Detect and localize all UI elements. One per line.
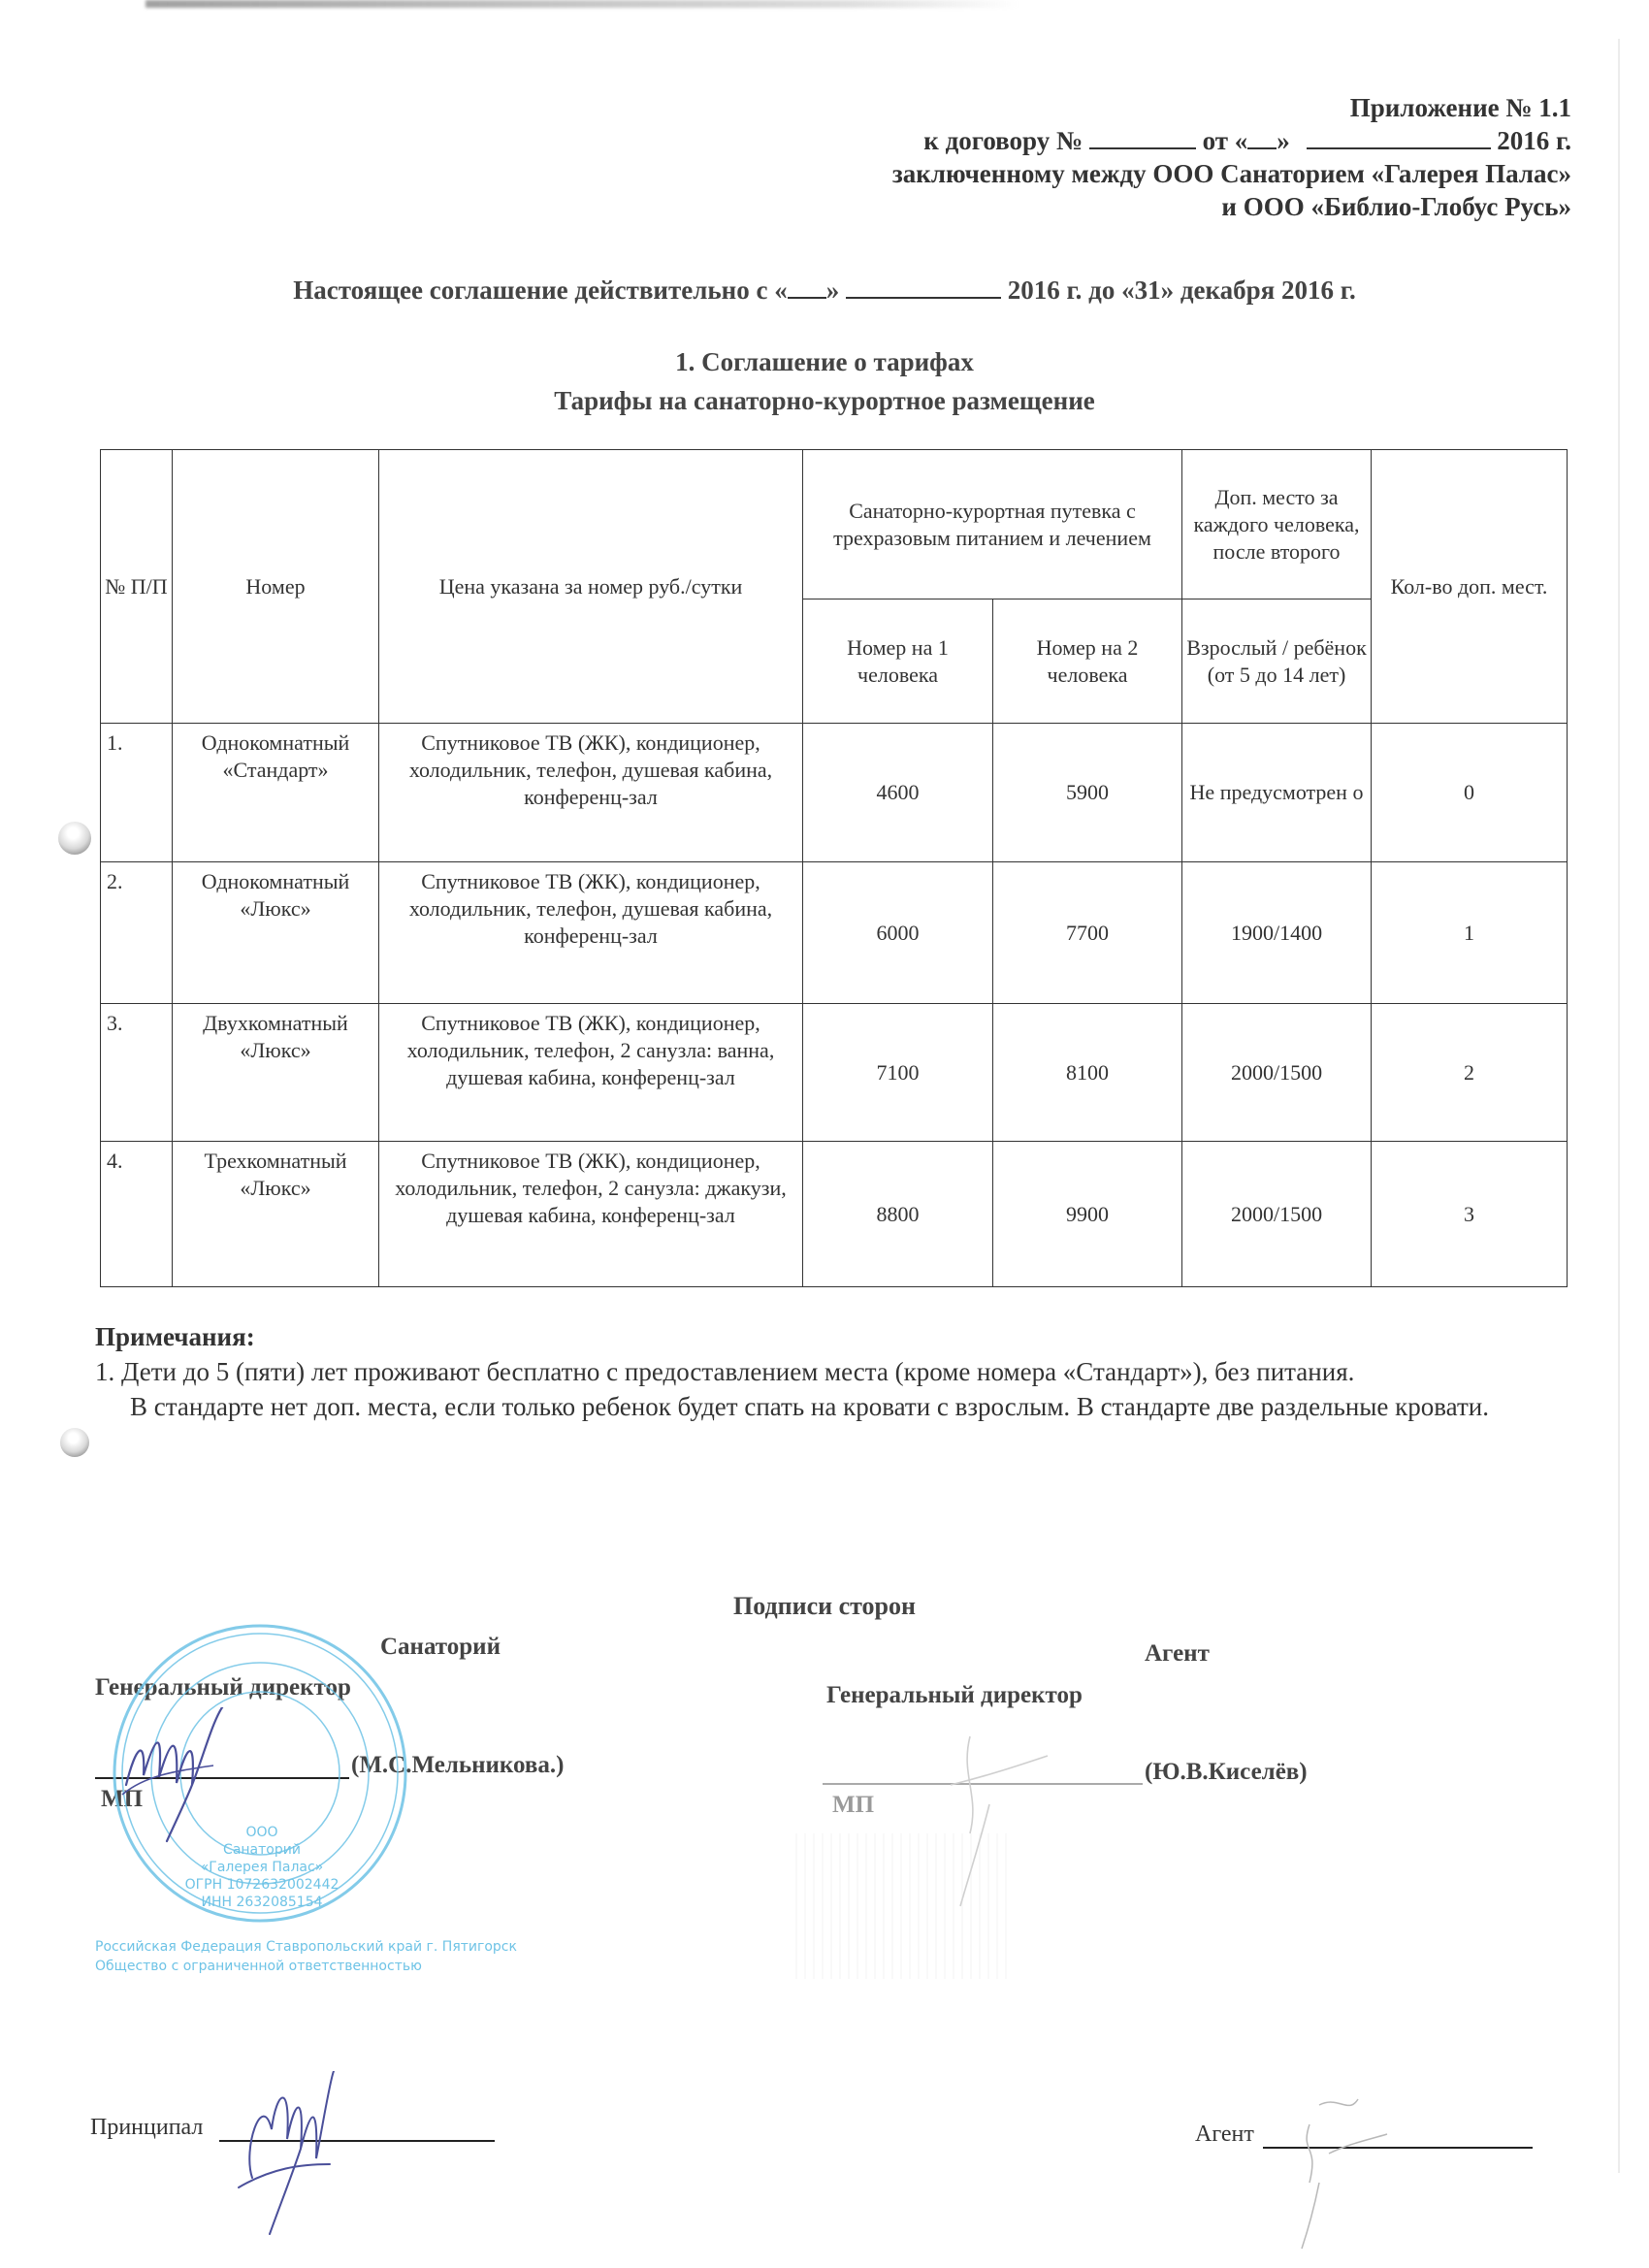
stamp-center-line3: «Галерея Палас» xyxy=(200,1860,324,1875)
note-item: 1. Дети до 5 (пяти) лет проживают бесплатно с предоставлением места (кроме номера «Стандарт»), без питания. xyxy=(95,1357,1355,1386)
row-price-two: 5900 xyxy=(993,724,1182,862)
row-description: Спутниковое ТВ (ЖК), кондиционер, холодильник, телефон, 2 санузла: ванна, душевая кабина, конференц-зал xyxy=(379,1004,803,1142)
hole-punch-mark xyxy=(58,822,91,855)
row-price-two: 8100 xyxy=(993,1004,1182,1142)
row-room: Однокомнатный «Стандарт» xyxy=(173,724,379,862)
header-package: Санаторно-курортная путевка с трехразовым питанием и лечением xyxy=(803,450,1182,599)
row-description: Спутниковое ТВ (ЖК), кондиционер, холодильник, телефон, 2 санузла: джакузи, душевая кабина, конференц-зал xyxy=(379,1142,803,1287)
notes-section xyxy=(95,1319,1589,1424)
row-price-one: 8800 xyxy=(803,1142,993,1287)
principal-signature xyxy=(233,2071,340,2236)
header-num: № П/П xyxy=(101,450,173,724)
row-num: 4. xyxy=(101,1142,173,1287)
contract-month-blank[interactable] xyxy=(1307,126,1491,149)
row-extra-count: 0 xyxy=(1372,724,1568,862)
agent-director-name: (Ю.В.Киселёв) xyxy=(1145,1759,1308,1785)
row-price-two: 9900 xyxy=(993,1142,1182,1287)
validity-statement: Настоящее соглашение действительно с « » 2016 г. до «31» декабря 2016 г. xyxy=(293,275,1356,305)
row-extra-price: Не предусмотрен о xyxy=(1182,724,1372,862)
section-subtitle: Тарифы на санаторно-курортное размещение xyxy=(554,386,1095,415)
row-price-two: 7700 xyxy=(993,862,1182,1004)
header-extra-count: Кол-во доп. мест. xyxy=(1372,450,1568,724)
tariff-table xyxy=(100,449,1568,1287)
agent-stamp-ghost xyxy=(795,1833,1009,1979)
row-extra-price: 2000/1500 xyxy=(1182,1004,1372,1142)
agent-party-label: Агент xyxy=(1145,1640,1210,1667)
section-title: 1. Соглашение о тарифах xyxy=(675,347,974,376)
stamp-inn: ИНН 2632085154 xyxy=(201,1895,323,1910)
row-room: Однокомнатный «Люкс» xyxy=(173,862,379,1004)
header-room: Номер xyxy=(173,450,379,724)
row-num: 3. xyxy=(101,1004,173,1142)
row-extra-price: 1900/1400 xyxy=(1182,862,1372,1004)
signatures-title: Подписи сторон xyxy=(732,1592,917,1620)
row-price-one: 6000 xyxy=(803,862,993,1004)
contract-parties-line2: и ООО «Библио-Глобус Русь» xyxy=(1221,192,1571,221)
scan-shadow xyxy=(146,0,1018,8)
stamp-center-line1: ООО xyxy=(245,1825,278,1840)
row-room: Двухкомнатный «Люкс» xyxy=(173,1004,379,1142)
agent-seal-label: МП xyxy=(832,1792,875,1818)
row-description: Спутниковое ТВ (ЖК), кондиционер, холодильник, телефон, душевая кабина, конференц-зал xyxy=(379,724,803,862)
stamp-inner-text: Общество с ограниченной ответственностью xyxy=(95,1959,422,1974)
header-price: Цена указана за номер руб./сутки xyxy=(379,450,803,724)
row-room: Трехкомнатный «Люкс» xyxy=(173,1142,379,1287)
row-extra-price: 2000/1500 xyxy=(1182,1142,1372,1287)
sanatorium-party-label: Санаторий xyxy=(380,1634,501,1660)
agent-footer-signature xyxy=(1280,2086,1397,2251)
table-row xyxy=(101,1004,1568,1142)
table-row xyxy=(101,724,1568,862)
contract-number-blank[interactable] xyxy=(1089,126,1196,149)
agent-position: Генеральный директор xyxy=(826,1682,1083,1708)
contract-day-blank[interactable] xyxy=(1247,126,1277,149)
note-item: В стандарте нет доп. места, если только ребенок будет спать на кровати с взрослым. В стандарте две раздельные кровати. xyxy=(130,1392,1489,1421)
hole-punch-mark xyxy=(60,1428,89,1457)
sanatorium-seal-label: МП xyxy=(101,1786,144,1812)
row-extra-count: 3 xyxy=(1372,1142,1568,1287)
stamp-ogrn: ОГРН 1072632002442 xyxy=(184,1877,340,1893)
row-extra-count: 2 xyxy=(1372,1004,1568,1142)
header-one-person: Номер на 1 человека xyxy=(803,599,993,724)
row-price-one: 7100 xyxy=(803,1004,993,1142)
header-two-persons: Номер на 2 человека xyxy=(993,599,1182,724)
appendix-header xyxy=(892,91,1571,223)
row-price-one: 4600 xyxy=(803,724,993,862)
contract-parties-line1: заключенному между ООО Санаторием «Галерея Палас» xyxy=(891,159,1571,188)
agent-footer-label: Агент xyxy=(1195,2122,1254,2147)
appendix-number: Приложение № 1.1 xyxy=(1349,93,1571,122)
validity-day-blank[interactable] xyxy=(788,275,826,299)
header-extra: Доп. место за каждого человека, после второго xyxy=(1182,450,1372,599)
header-adult-child: Взрослый / ребёнок (от 5 до 14 лет) xyxy=(1182,599,1372,724)
stamp-outer-text: Российская Федерация Ставропольский край г. Пятигорск xyxy=(95,1939,517,1955)
contract-reference: к договору № от « » 2016 г. xyxy=(923,126,1571,155)
sanatorium-director-name: (М.С.Мельникова.) xyxy=(351,1752,565,1778)
row-description: Спутниковое ТВ (ЖК), кондиционер, холодильник, телефон, душевая кабина, конференц-зал xyxy=(379,862,803,1004)
table-header-row xyxy=(101,450,1568,599)
row-extra-count: 1 xyxy=(1372,862,1568,1004)
table-row xyxy=(101,1142,1568,1287)
sanatorium-director-signature xyxy=(116,1707,242,1843)
row-num: 2. xyxy=(101,862,173,1004)
stamp-center-line2: Санаторий xyxy=(223,1842,301,1858)
notes-title: Примечания: xyxy=(95,1322,255,1351)
sanatorium-position: Генеральный директор xyxy=(95,1674,351,1701)
validity-month-blank[interactable] xyxy=(846,275,1001,299)
table-row xyxy=(101,862,1568,1004)
row-num: 1. xyxy=(101,724,173,862)
principal-label: Принципал xyxy=(90,2115,204,2140)
